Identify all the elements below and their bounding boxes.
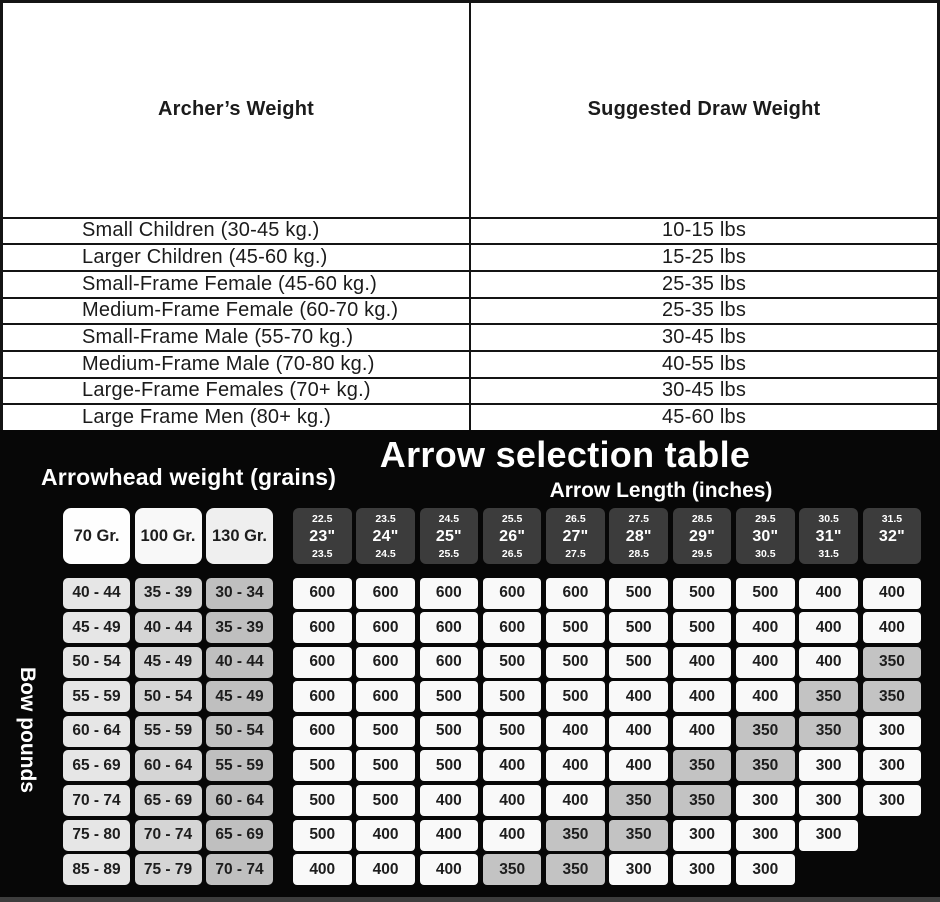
spine-cell: 500 [293,750,352,781]
spine-cell: 300 [609,854,668,885]
spine-cell: 600 [420,612,479,643]
bow-pounds-cell: 75 - 80 [63,820,130,851]
spine-cell: 400 [799,612,858,643]
spine-cell: 350 [673,750,732,781]
length-upper-value: 25.5 [501,513,523,525]
spine-cell: 400 [293,854,352,885]
length-header-cell [863,508,922,564]
bow-pounds-cell: 85 - 89 [63,854,130,885]
archer-weight-header: Archer’s Weight [158,98,314,121]
weight-table-row [3,403,937,430]
length-lower-value: 30.5 [755,547,776,560]
draw-weight-table-body [3,217,937,431]
bow-pounds-cell: 70 - 74 [206,854,273,885]
weight-table-row [3,350,937,377]
length-header-cell [799,508,858,564]
spine-cell: 500 [609,612,668,643]
spine-cell: 400 [673,647,732,678]
length-main-value: 24" [372,527,399,545]
bow-pounds-label: Bow pounds [16,667,39,793]
draw-weight-cell: 25-35 lbs [469,272,937,297]
bow-pounds-cell: 35 - 39 [206,612,273,643]
bow-pounds-cell: 30 - 34 [206,578,273,609]
spine-cell: 400 [799,647,858,678]
spine-row [293,854,921,885]
length-lower-value: 29.5 [691,547,713,560]
spine-cell: 300 [799,750,858,781]
spine-row [293,578,921,609]
bow-pounds-cell: 55 - 59 [63,681,130,712]
length-lower-value: 25.5 [438,547,460,560]
spine-cell: 350 [673,785,732,816]
spine-cell: 400 [863,612,922,643]
arrow-selection-section [0,430,940,902]
spine-cell: 300 [799,820,858,851]
spine-cell: 350 [736,750,795,781]
spine-cell: 400 [609,716,668,747]
spine-row [293,681,921,712]
archer-weight-cell: Medium-Frame Female (60-70 kg.) [82,299,399,322]
draw-weight-table [0,0,940,430]
spine-cell: 600 [483,578,542,609]
spine-cell: 400 [546,716,605,747]
spine-row [293,647,921,678]
spine-cell: 300 [863,716,922,747]
grain-header-row [63,508,273,564]
spine-cell: 400 [736,647,795,678]
bow-pounds-cell: 40 - 44 [135,612,202,643]
draw-weight-cell: 45-60 lbs [469,405,937,430]
weight-table-row [3,243,937,270]
spine-cell: 500 [293,820,352,851]
draw-weight-cell: 25-35 lbs [469,299,937,324]
bow-pounds-cell: 40 - 44 [206,647,273,678]
spine-cell: 300 [673,820,732,851]
arrowhead-weight-label: Arrowhead weight (grains) [41,464,337,490]
spine-cell: 600 [293,716,352,747]
bow-pounds-cell: 50 - 54 [206,716,273,747]
spine-cell: 600 [356,578,415,609]
length-main-value: 30" [752,527,779,545]
length-upper-value: 31.5 [881,513,903,525]
spine-cell: 500 [736,578,795,609]
bow-pounds-cell: 50 - 54 [63,647,130,678]
draw-weight-cell: 15-25 lbs [469,245,937,270]
spine-cell: 500 [356,785,415,816]
spine-cell: 350 [863,647,922,678]
archer-weight-cell: Large Frame Men (80+ kg.) [82,406,331,429]
spine-cell: 400 [863,578,922,609]
bow-pounds-cell: 55 - 59 [206,750,273,781]
bottom-strip [0,897,940,902]
spine-cell: 400 [546,750,605,781]
spine-cell: 500 [483,647,542,678]
length-upper-value: 28.5 [691,513,713,525]
draw-weight-table-header-row [3,3,937,217]
weight-table-row [3,270,937,297]
length-header-row [293,508,921,564]
bow-pounds-cell: 45 - 49 [63,612,130,643]
length-lower-value: 27.5 [565,547,586,560]
grain-header-cell: 100 Gr. [135,508,202,564]
weight-table-row [3,377,937,404]
length-main-value: 27" [562,527,589,545]
bow-pounds-cell: 60 - 64 [135,750,202,781]
spine-cell: 600 [420,578,479,609]
length-upper-value: 27.5 [628,513,649,525]
spine-cell: 400 [736,612,795,643]
spine-cell: 600 [546,578,605,609]
bow-pounds-cell: 60 - 64 [63,716,130,747]
spine-cell: 400 [736,681,795,712]
weight-table-row [3,297,937,324]
length-header-cell [546,508,605,564]
length-main-value: 29" [689,527,716,545]
weight-table-row [3,217,937,244]
spine-cell: 400 [356,854,415,885]
spine-cell: 600 [483,612,542,643]
bow-pounds-cell: 35 - 39 [135,578,202,609]
spine-cell: 350 [546,820,605,851]
weight-table-row [3,323,937,350]
length-header-cell [356,508,415,564]
spine-cell: 600 [356,681,415,712]
spine-cell: 500 [483,716,542,747]
spine-cell: 400 [420,785,479,816]
length-header-cell [609,508,668,564]
length-header-cell [736,508,795,564]
draw-weight-cell: 40-55 lbs [469,352,937,377]
length-main-value: 26" [499,527,526,545]
spine-cell: 400 [483,820,542,851]
length-lower-value: 26.5 [501,547,523,560]
spine-cell: 400 [673,716,732,747]
spine-cell: 400 [609,750,668,781]
spine-cell: 300 [863,785,922,816]
spine-cell: 300 [736,820,795,851]
length-upper-value: 29.5 [755,513,776,525]
length-header-cell [673,508,732,564]
archer-weight-cell: Small Children (30-45 kg.) [82,219,320,242]
spine-cell: 600 [293,578,352,609]
spine-cell: 300 [736,785,795,816]
spine-cell: 500 [293,785,352,816]
length-upper-value: 24.5 [438,513,460,525]
bow-pounds-cell: 55 - 59 [135,716,202,747]
spine-cell: 500 [420,750,479,781]
bow-pounds-cell: 70 - 74 [63,785,130,816]
spine-cell: 300 [863,750,922,781]
spine-row [293,716,921,747]
spine-cell: 500 [546,612,605,643]
spine-value-grid [293,578,921,886]
bow-pounds-cell: 45 - 49 [135,647,202,678]
archer-weight-cell: Larger Children (45-60 kg.) [82,246,328,269]
spine-cell: 600 [293,647,352,678]
spine-cell: 500 [356,716,415,747]
spine-row [293,612,921,643]
length-header-cell [293,508,352,564]
archer-weight-cell: Medium-Frame Male (70-80 kg.) [82,352,375,375]
spine-cell: 350 [799,681,858,712]
spine-cell: 300 [736,854,795,885]
length-main-value: 23" [309,527,336,545]
draw-weight-cell: 10-15 lbs [469,219,937,244]
archer-weight-cell: Small-Frame Male (55-70 kg.) [82,326,354,349]
length-main-value: 28" [625,527,652,545]
length-upper-value: 26.5 [565,513,586,525]
spine-cell: 600 [420,647,479,678]
grain-header-cell: 70 Gr. [63,508,130,564]
spine-cell: 500 [356,750,415,781]
bow-pounds-cell: 65 - 69 [206,820,273,851]
length-main-value: 32" [878,527,905,545]
suggested-draw-weight-header: Suggested Draw Weight [469,3,937,217]
spine-cell: 600 [356,647,415,678]
length-lower-value: 24.5 [375,547,396,560]
spine-cell: 400 [483,750,542,781]
arrow-selection-title: Arrow selection table [379,434,751,475]
spine-cell: 500 [546,681,605,712]
spine-cell: 400 [546,785,605,816]
spine-cell: 400 [420,854,479,885]
length-lower-value: 28.5 [628,547,649,560]
arrow-length-label: Arrow Length (inches) [549,479,773,502]
spine-cell: 350 [609,785,668,816]
bow-pounds-grid [63,578,273,886]
grain-header-cell: 130 Gr. [206,508,273,564]
bow-pounds-cell: 40 - 44 [63,578,130,609]
draw-weight-cell: 30-45 lbs [469,379,937,404]
spine-cell: 500 [420,681,479,712]
spine-cell: 350 [736,716,795,747]
length-main-value: 31" [815,527,842,545]
length-header-cell [420,508,479,564]
spine-cell: 600 [293,612,352,643]
spine-cell: 350 [799,716,858,747]
spine-cell: 500 [483,681,542,712]
spine-cell: 350 [483,854,542,885]
length-lower-value: 31.5 [818,547,839,560]
spine-cell: 350 [546,854,605,885]
spine-cell: 500 [609,647,668,678]
bow-pounds-cell: 50 - 54 [135,681,202,712]
length-upper-value: 30.5 [818,513,839,525]
spine-cell: 500 [420,716,479,747]
spine-cell: 400 [483,785,542,816]
spine-cell: 500 [673,612,732,643]
bow-pounds-cell: 65 - 69 [63,750,130,781]
spine-cell: 400 [420,820,479,851]
spine-row [293,750,921,781]
length-header-cell [483,508,542,564]
bow-pounds-cell: 75 - 79 [135,854,202,885]
bow-pounds-cell: 65 - 69 [135,785,202,816]
length-upper-value: 23.5 [375,513,396,525]
spine-cell: 300 [799,785,858,816]
spine-cell: 500 [673,578,732,609]
archer-weight-cell: Large-Frame Females (70+ kg.) [82,379,371,402]
spine-cell: 600 [293,681,352,712]
archer-weight-cell: Small-Frame Female (45-60 kg.) [82,272,377,295]
spine-cell: 400 [799,578,858,609]
bow-pounds-cell: 70 - 74 [135,820,202,851]
draw-weight-cell: 30-45 lbs [469,325,937,350]
spine-cell: 350 [863,681,922,712]
spine-cell: 300 [673,854,732,885]
length-lower-value: 23.5 [312,547,333,560]
spine-row [293,820,921,851]
spine-cell: 500 [546,647,605,678]
spine-row [293,785,921,816]
length-main-value: 25" [435,527,462,545]
spine-cell: 600 [356,612,415,643]
spine-cell: 400 [609,681,668,712]
spine-cell: 350 [609,820,668,851]
spine-cell: 500 [609,578,668,609]
spine-cell: 400 [356,820,415,851]
spine-cell: 400 [673,681,732,712]
bow-pounds-cell: 45 - 49 [206,681,273,712]
length-upper-value: 22.5 [312,513,333,525]
bow-pounds-cell: 60 - 64 [206,785,273,816]
